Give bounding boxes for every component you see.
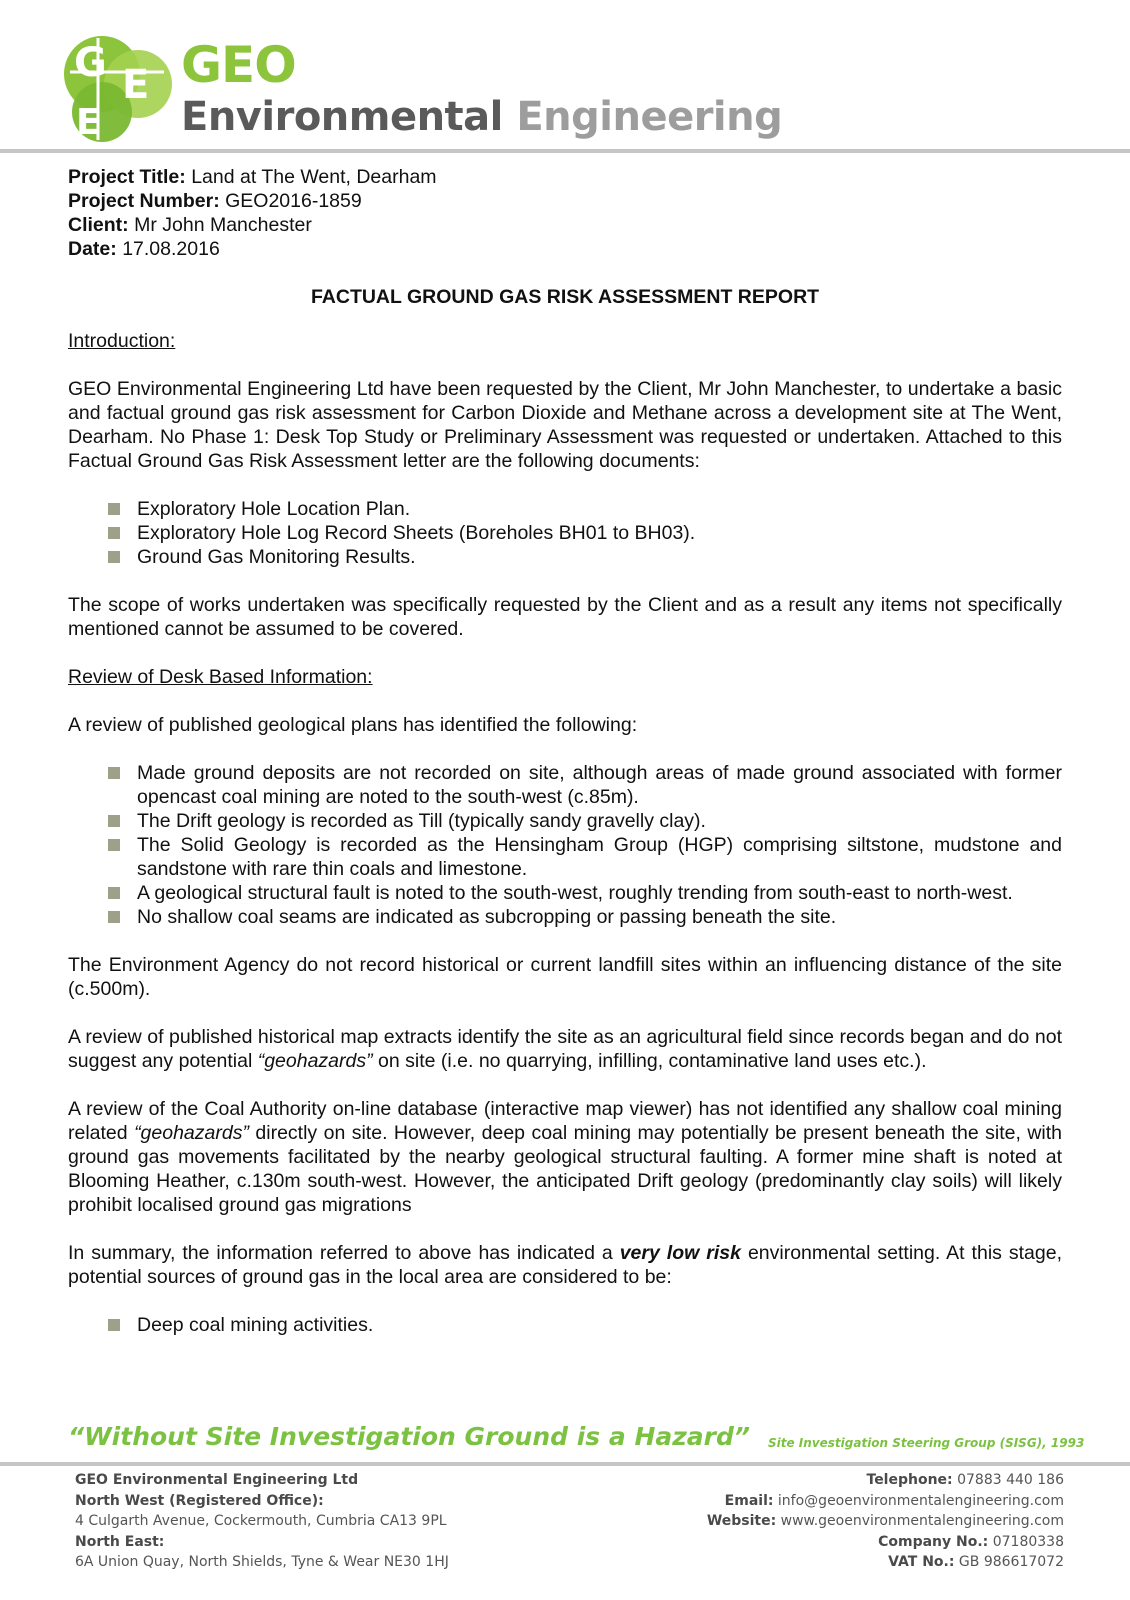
meta-value: Mr John Manchester — [134, 214, 312, 236]
letterhead — [0, 0, 1130, 152]
contact-label: Telephone: — [866, 1472, 953, 1488]
contact-value: 07180338 — [992, 1533, 1064, 1550]
meta-value: 17.08.2016 — [122, 238, 220, 260]
list-item-text: Deep coal mining activities. — [137, 1314, 374, 1336]
meta-label: Date: — [68, 238, 117, 260]
list-item — [68, 905, 1062, 929]
slogan-source: Site Investigation Steering Group (SISG), 1993 — [768, 1436, 1085, 1450]
introduction-paragraph: GEO Environmental Engineering Ltd have been requested by the Client, Mr John Manchester, to undertake a basic and factual ground gas risk assessment for Carbon Dioxide and Methane across a development site at The Went, Dearham. No Phase 1: Desk Top Study or Preliminary Assessment was requested or undertaken. Attached to this Factual Ground Gas Risk Assessment letter are the following documents: — [68, 378, 1062, 472]
meta-label: Client: — [68, 214, 129, 236]
brand-environmental: Environmental — [181, 94, 503, 140]
brand-geo: GEO — [181, 36, 296, 94]
bullet-square-icon — [108, 815, 120, 827]
bullet-square-icon — [108, 887, 120, 899]
bullet-square-icon — [108, 911, 120, 923]
scope-paragraph: The scope of works undertaken was specifically requested by the Client and as a result any items not specifically mentioned cannot be assumed to be covered. — [68, 594, 1062, 640]
introduction-heading: Introduction: — [68, 330, 176, 352]
text-run: directly on site. However, deep coal mining may potentially be present beneath the site, with ground gas movements facilitated by the nearby geological structural faulting. A former mine shaft is noted at Blooming Heather, c.130m south-west. However, the anticipated Drift geology (predominantly clay soils) will likely prohibit localised ground gas migrations — [68, 1122, 1062, 1216]
desk-review-lead: A review of published geological plans has identified the following: — [68, 714, 638, 736]
contact-label: Website: — [706, 1513, 777, 1530]
project-number-row — [68, 189, 1062, 213]
text-run: A review of the Coal Authority on-line database (interactive map viewer) has not identified any shallow coal mining related — [68, 1098, 1062, 1144]
text-run: A review of published historical map extracts identify the site as an agricultural field since records began and do not suggest any potential — [68, 1026, 1062, 1072]
north-west-address: 4 Culgarth Avenue, Cockermouth, Cumbria CA13 9PL — [75, 1513, 447, 1530]
bullet-square-icon — [108, 767, 120, 779]
contact-value: GB 986617072 — [958, 1554, 1064, 1571]
footer-slogan: “Without Site Investigation Ground is a Hazard” — [68, 1422, 751, 1451]
brand-engineering: Engineering — [516, 94, 783, 140]
footer-contacts — [707, 1470, 1064, 1573]
bullet-square-icon — [108, 527, 120, 539]
bullet-square-icon — [108, 1319, 120, 1331]
logo-letter-g: G — [74, 40, 107, 86]
footer-divider — [0, 1462, 1130, 1466]
email-link[interactable]: info@geoenvironmentalengineering.com — [777, 1492, 1064, 1509]
bullet-square-icon — [108, 551, 120, 563]
bullet-square-icon — [108, 503, 120, 515]
list-item-text: A geological structural fault is noted to the south-west, roughly trending from south-east to north-west. — [137, 882, 1013, 904]
footer-addresses — [75, 1470, 449, 1573]
website-row — [707, 1511, 1064, 1532]
list-item — [68, 833, 1062, 881]
list-item — [68, 761, 1062, 809]
report-title: FACTUAL GROUND GAS RISK ASSESSMENT REPORT — [310, 286, 820, 308]
project-details — [68, 165, 1062, 261]
brand-subtitle — [181, 94, 782, 140]
summary-paragraph — [68, 1241, 1062, 1289]
meta-value: Land at The Went, Dearham — [191, 166, 437, 188]
report-body — [68, 165, 1062, 1337]
text-run: on site (i.e. no quarrying, infilling, contaminative land uses etc.). — [372, 1050, 927, 1072]
emphasis-geohazards: “geohazards” — [134, 1122, 249, 1144]
emphasis-geohazards: “geohazards” — [257, 1050, 373, 1072]
north-east-label: North East: — [75, 1533, 165, 1550]
company-logo-icon — [60, 32, 172, 144]
list-item — [68, 545, 1062, 569]
list-item — [68, 809, 1062, 833]
contact-label: Company No.: — [878, 1533, 989, 1550]
list-item-text: Ground Gas Monitoring Results. — [137, 546, 416, 568]
text-run: In summary, the information referred to above has indicated a — [68, 1242, 620, 1264]
geology-findings-list — [68, 761, 1062, 929]
vat-number-row — [707, 1552, 1064, 1573]
logo-letter-e-bottom: E — [76, 102, 101, 143]
company-name: GEO Environmental Engineering Ltd — [75, 1472, 359, 1488]
north-west-label: North West (Registered Office): — [75, 1492, 324, 1509]
logo-letter-e-right: E — [122, 62, 150, 108]
email-row — [707, 1491, 1064, 1512]
list-item-text: Exploratory Hole Log Record Sheets (Boreholes BH01 to BH03). — [137, 522, 696, 544]
list-item — [68, 881, 1062, 905]
north-east-address: 6A Union Quay, North Shields, Tyne & Wear NE30 1HJ — [75, 1554, 449, 1571]
coal-authority-paragraph — [68, 1097, 1062, 1217]
contact-value: 07883 440 186 — [957, 1472, 1064, 1488]
list-item-text: The Solid Geology is recorded as the Hensingham Group (HGP) comprising siltstone, mudstone and sandstone with rare thin coals and limestone. — [137, 834, 1062, 880]
gas-sources-list — [68, 1313, 1062, 1337]
meta-label: Project Title: — [68, 166, 186, 188]
client-row — [68, 213, 1062, 237]
emphasis-very-low-risk: very low risk — [619, 1242, 741, 1264]
list-item — [68, 497, 1062, 521]
project-title-row — [68, 165, 1062, 189]
meta-label: Project Number: — [68, 190, 220, 212]
company-number-row — [707, 1532, 1064, 1553]
contact-label: VAT No.: — [888, 1554, 955, 1571]
bullet-square-icon — [108, 839, 120, 851]
list-item-text: Exploratory Hole Location Plan. — [137, 498, 411, 520]
list-item — [68, 1313, 1062, 1337]
brand-name — [181, 36, 782, 140]
telephone-row — [707, 1470, 1064, 1491]
list-item — [68, 521, 1062, 545]
desk-review-heading: Review of Desk Based Information: — [68, 666, 373, 688]
date-row — [68, 237, 1062, 261]
contact-label: Email: — [724, 1492, 774, 1509]
historical-maps-paragraph — [68, 1025, 1062, 1073]
meta-value: GEO2016-1859 — [225, 190, 362, 212]
attached-documents-list — [68, 497, 1062, 569]
landfill-paragraph: The Environment Agency do not record historical or current landfill sites within an influencing distance of the site (c.500m). — [68, 954, 1062, 1000]
list-item-text: Made ground deposits are not recorded on site, although areas of made ground associated with former opencast coal mining are noted to the south-west (c.85m). — [137, 762, 1062, 808]
list-item-text: The Drift geology is recorded as Till (typically sandy gravelly clay). — [137, 810, 706, 832]
list-item-text: No shallow coal seams are indicated as subcropping or passing beneath the site. — [137, 906, 837, 928]
website-link[interactable]: www.geoenvironmentalengineering.com — [780, 1513, 1064, 1530]
header-divider — [0, 149, 1130, 153]
text-run: environmental setting. At this stage, potential sources of ground gas in the local area are considered to be: — [68, 1242, 1062, 1288]
